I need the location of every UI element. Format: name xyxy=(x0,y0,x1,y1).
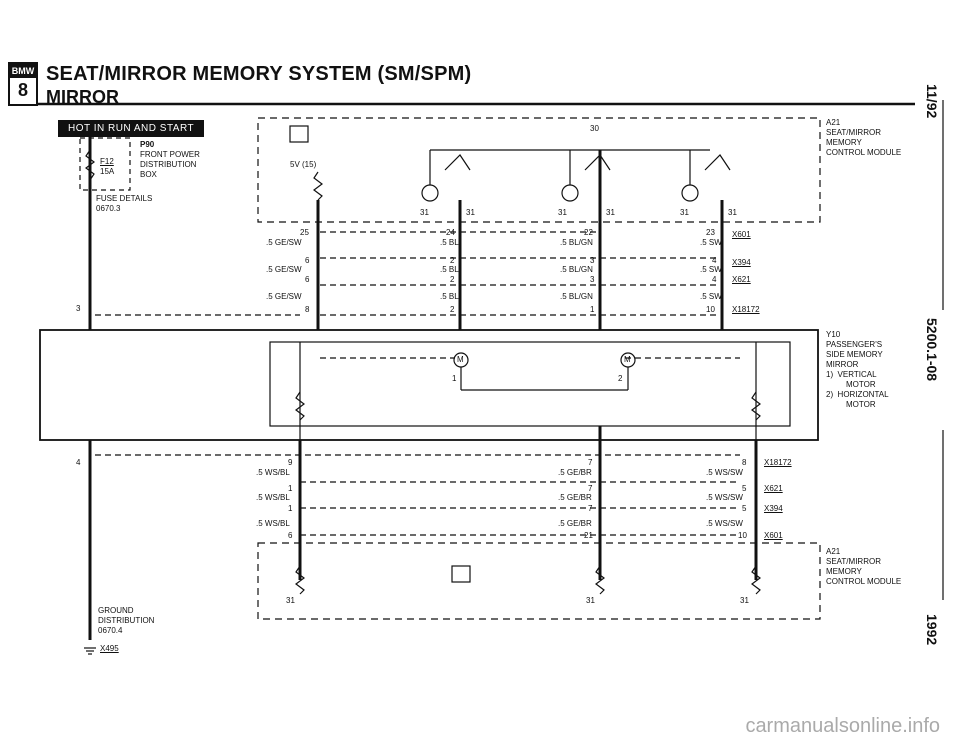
w-c1-p18172: 8 xyxy=(305,305,310,314)
b-c3-p394: 5 xyxy=(742,504,747,513)
ground-31-b: 31 xyxy=(466,208,475,217)
fuse-box-name-2: DISTRIBUTION xyxy=(140,160,197,169)
bottom-module-id: A21 xyxy=(826,547,841,556)
connector-x394-top: X394 xyxy=(732,258,751,267)
ground-connector-x495: X495 xyxy=(100,644,119,653)
ground-31-d: 31 xyxy=(606,208,615,217)
w-c1-p621: 6 xyxy=(305,275,310,284)
fuse-box-name-3: BOX xyxy=(140,170,157,179)
b-c3-p601: 10 xyxy=(738,531,747,540)
ground-dist-1: GROUND xyxy=(98,606,134,615)
side-page-number: 5200.1-08 xyxy=(924,318,940,382)
connector-x18172-bottom: X18172 xyxy=(764,458,792,467)
hot-in-run-label: HOT IN RUN AND START xyxy=(58,120,204,137)
bottom-ground-31-c: 31 xyxy=(740,596,749,605)
b-c1-p601: 6 xyxy=(288,531,293,540)
bottom-module-name-2: MEMORY xyxy=(826,567,862,576)
connector-x621-top: X621 xyxy=(732,275,751,284)
w-c4-p601: 23 xyxy=(706,228,715,237)
b-c1-p621: 1 xyxy=(288,484,293,493)
b-c1-w621: .5 WS/BL xyxy=(256,493,290,502)
motor-1-symbol: M xyxy=(457,355,464,364)
bottom-module-name-3: CONTROL MODULE xyxy=(826,577,902,586)
side-date: 11/92 xyxy=(924,84,940,119)
w-c2-w394: .5 BL xyxy=(440,265,459,274)
w-c1-p394: 6 xyxy=(305,256,310,265)
top-module-name-1: SEAT/MIRROR xyxy=(826,128,881,137)
splice-bottom-label: 4 xyxy=(76,458,81,467)
w-c1-p601: 25 xyxy=(300,228,309,237)
b-c3-w394: .5 WS/SW xyxy=(706,519,743,528)
mirror-item-1: 1) VERTICAL xyxy=(826,370,877,379)
side-year: 1992 xyxy=(924,614,940,646)
b-c3-p18172: 8 xyxy=(742,458,747,467)
top-module-name-2: MEMORY xyxy=(826,138,862,147)
mirror-name-3: MIRROR xyxy=(826,360,859,369)
bottom-ground-31-a: 31 xyxy=(286,596,295,605)
fuse-box-id: P90 xyxy=(140,140,155,149)
b-c2-w18172: .5 GE/BR xyxy=(558,468,592,477)
connector-x601-top: X601 xyxy=(732,230,751,239)
mirror-id: Y10 xyxy=(826,330,841,339)
b-c2-w394: .5 GE/BR xyxy=(558,519,592,528)
mirror-item-1b: MOTOR xyxy=(846,380,876,389)
w-c1-w601: .5 GE/SW xyxy=(266,238,302,247)
b-c1-p18172: 9 xyxy=(288,458,293,467)
pin-30-label: 30 xyxy=(590,124,599,133)
w-c2-p394: 2 xyxy=(450,256,455,265)
connector-x394-bottom: X394 xyxy=(764,504,783,513)
w-c3-p601: 22 xyxy=(584,228,593,237)
mirror-item-2: 2) HORIZONTAL xyxy=(826,390,889,399)
bottom-ground-31-b: 31 xyxy=(586,596,595,605)
w-c3-p621: 3 xyxy=(590,275,595,284)
bmw-logo xyxy=(8,62,38,106)
w-c1-w18172: .5 GE/SW xyxy=(266,292,302,301)
b-c2-w621: .5 GE/BR xyxy=(558,493,592,502)
b-c3-w621: .5 WS/SW xyxy=(706,493,743,502)
fuse-details-2: 0670.3 xyxy=(96,204,121,213)
ground-31-f: 31 xyxy=(728,208,737,217)
watermark: carmanualsonline.info xyxy=(745,715,940,737)
w-c4-w601: .5 SW xyxy=(700,238,722,247)
w-c3-w601: .5 BL/GN xyxy=(560,238,593,247)
w-c1-w394: .5 GE/SW xyxy=(266,265,302,274)
b-c2-p18172: 7 xyxy=(588,458,593,467)
bottom-module-name-1: SEAT/MIRROR xyxy=(826,557,881,566)
b-c2-p394: 7 xyxy=(588,504,593,513)
connector-x621-bottom: X621 xyxy=(764,484,783,493)
logo-brand: BMW xyxy=(11,66,35,76)
motor-2-num: 2 xyxy=(618,374,623,383)
w-c2-p621: 2 xyxy=(450,275,455,284)
b-c2-p601: 21 xyxy=(584,531,593,540)
splice-top-label: 3 xyxy=(76,304,81,313)
b-c3-p621: 5 xyxy=(742,484,747,493)
fuse-id: F12 xyxy=(100,157,114,166)
w-c2-w601: .5 BL xyxy=(440,238,459,247)
ground-31-e: 31 xyxy=(680,208,689,217)
w-c4-w394: .5 SW xyxy=(700,265,722,274)
w-c4-p18172: 10 xyxy=(706,305,715,314)
ground-31-a: 31 xyxy=(420,208,429,217)
w-c2-p601: 24 xyxy=(446,228,455,237)
mirror-name-2: SIDE MEMORY xyxy=(826,350,883,359)
w-c3-w18172: .5 BL/GN xyxy=(560,292,593,301)
fuse-details-1: FUSE DETAILS xyxy=(96,194,153,203)
top-module-id: A21 xyxy=(826,118,841,127)
ground-31-c: 31 xyxy=(558,208,567,217)
page-subtitle: MIRROR xyxy=(46,87,119,107)
logo-series: 8 xyxy=(17,80,28,100)
connector-x18172-top: X18172 xyxy=(732,305,760,314)
b-c2-p621: 7 xyxy=(588,484,593,493)
mirror-item-2b: MOTOR xyxy=(846,400,876,409)
supply-label: 5V (15) xyxy=(290,160,317,169)
w-c4-p394: 4 xyxy=(712,256,717,265)
w-c3-p18172: 1 xyxy=(590,305,595,314)
w-c2-p18172: 2 xyxy=(450,305,455,314)
connector-x601-bottom: X601 xyxy=(764,531,783,540)
w-c3-p394: 3 xyxy=(590,256,595,265)
fuse-rating: 15A xyxy=(100,167,115,176)
w-c4-w18172: .5 SW xyxy=(700,292,722,301)
w-c2-w18172: .5 BL xyxy=(440,292,459,301)
b-c1-w394: .5 WS/BL xyxy=(256,519,290,528)
page-title: SEAT/MIRROR MEMORY SYSTEM (SM/SPM) xyxy=(46,63,472,85)
motor-1-num: 1 xyxy=(452,374,457,383)
w-c3-w394: .5 BL/GN xyxy=(560,265,593,274)
b-c1-w18172: .5 WS/BL xyxy=(256,468,290,477)
ground-dist-2: DISTRIBUTION xyxy=(98,616,155,625)
motor-2-symbol: M xyxy=(624,355,631,364)
ground-dist-3: 0670.4 xyxy=(98,626,123,635)
mirror-name-1: PASSENGER'S xyxy=(826,340,883,349)
fuse-box-name-1: FRONT POWER xyxy=(140,150,200,159)
w-c4-p621: 4 xyxy=(712,275,717,284)
b-c3-w18172: .5 WS/SW xyxy=(706,468,743,477)
b-c1-p394: 1 xyxy=(288,504,293,513)
top-module-name-3: CONTROL MODULE xyxy=(826,148,902,157)
